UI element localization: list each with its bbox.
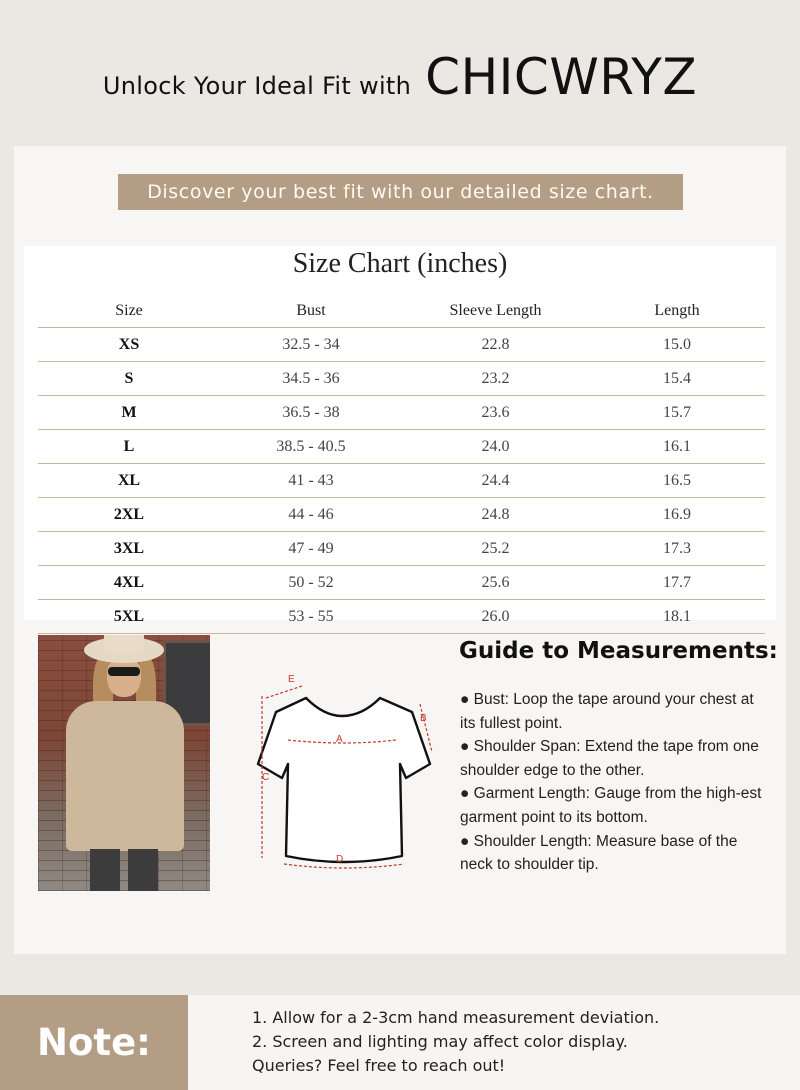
cell-size: S <box>38 362 220 396</box>
cell-sleeve-length: 26.0 <box>402 600 589 634</box>
cell-size: 5XL <box>38 600 220 634</box>
note-line-2: 2. Screen and lighting may affect color display. <box>252 1032 628 1051</box>
page-header <box>0 48 800 128</box>
sunglasses-shape <box>108 667 140 676</box>
cell-length: 16.5 <box>589 464 765 498</box>
cell-length: 17.7 <box>589 566 765 600</box>
guide-list <box>460 688 770 877</box>
col-header-size: Size <box>38 294 220 328</box>
table-header-row <box>38 294 765 328</box>
label-a: A <box>336 734 343 745</box>
cell-bust: 44 - 46 <box>220 498 402 532</box>
table-row <box>38 566 765 600</box>
cell-sleeve-length: 24.8 <box>402 498 589 532</box>
table-row <box>38 464 765 498</box>
table-row <box>38 328 765 362</box>
guide-title: Guide to Measurements: <box>459 638 778 664</box>
label-d: D <box>336 854 344 865</box>
label-b: B <box>420 713 427 724</box>
cell-sleeve-length: 25.2 <box>402 532 589 566</box>
cell-bust: 38.5 - 40.5 <box>220 430 402 464</box>
table-row <box>38 532 765 566</box>
table-row <box>38 600 765 634</box>
cell-length: 15.4 <box>589 362 765 396</box>
label-e: E <box>288 674 295 685</box>
guide-item-garment-length: ● Garment Length: Gauge from the high-est garment point to its bottom. <box>460 785 762 826</box>
col-header-sleeve-length: Sleeve Length <box>402 294 589 328</box>
cell-bust: 34.5 - 36 <box>220 362 402 396</box>
cell-bust: 41 - 43 <box>220 464 402 498</box>
note-line-3: Queries? Feel free to reach out! <box>252 1056 506 1075</box>
cell-sleeve-length: 24.0 <box>402 430 589 464</box>
cell-length: 16.9 <box>589 498 765 532</box>
table-row <box>38 362 765 396</box>
cell-size: M <box>38 396 220 430</box>
table-row <box>38 396 765 430</box>
table-row <box>38 430 765 464</box>
cell-sleeve-length: 23.2 <box>402 362 589 396</box>
col-header-length: Length <box>589 294 765 328</box>
col-header-bust: Bust <box>220 294 402 328</box>
size-chart-table <box>38 294 765 634</box>
cell-length: 17.3 <box>589 532 765 566</box>
cell-bust: 32.5 - 34 <box>220 328 402 362</box>
size-chart-banner: Discover your best fit with our detailed size chart. <box>118 174 683 210</box>
garment-measurement-diagram <box>244 660 444 875</box>
cell-length: 15.7 <box>589 396 765 430</box>
cell-sleeve-length: 25.6 <box>402 566 589 600</box>
cell-size: 2XL <box>38 498 220 532</box>
cell-size: XS <box>38 328 220 362</box>
cell-sleeve-length: 23.6 <box>402 396 589 430</box>
guide-item-bust: ● Bust: Loop the tape around your chest at its fullest point. <box>460 691 754 732</box>
cell-bust: 53 - 55 <box>220 600 402 634</box>
cell-size: 3XL <box>38 532 220 566</box>
knit-top-shape <box>66 701 184 851</box>
guide-item-shoulder-length: ● Shoulder Length: Measure base of the neck to shoulder tip. <box>460 832 738 874</box>
header-lead: Unlock Your Ideal Fit with <box>102 72 412 100</box>
cell-bust: 47 - 49 <box>220 532 402 566</box>
cell-size: L <box>38 430 220 464</box>
model-photo <box>38 635 210 891</box>
note-lines <box>252 1006 772 1078</box>
cell-bust: 36.5 - 38 <box>220 396 402 430</box>
cell-length: 18.1 <box>589 600 765 634</box>
guide-item-shoulder-span: ● Shoulder Span: Extend the tape from one shoulder edge to the other. <box>460 738 759 779</box>
table-row <box>38 498 765 532</box>
label-c: C <box>262 772 270 783</box>
note-label: Note: <box>0 995 188 1090</box>
cell-bust: 50 - 52 <box>220 566 402 600</box>
cell-size: XL <box>38 464 220 498</box>
cell-length: 15.0 <box>589 328 765 362</box>
cell-size: 4XL <box>38 566 220 600</box>
cell-sleeve-length: 24.4 <box>402 464 589 498</box>
shirt-outline <box>258 698 430 862</box>
note-line-1: 1. Allow for a 2-3cm hand measurement deviation. <box>252 1008 660 1027</box>
cell-length: 16.1 <box>589 430 765 464</box>
brand-name: CHICWRYZ <box>425 48 698 106</box>
size-chart-title: Size Chart (inches) <box>292 248 508 279</box>
cell-sleeve-length: 22.8 <box>402 328 589 362</box>
